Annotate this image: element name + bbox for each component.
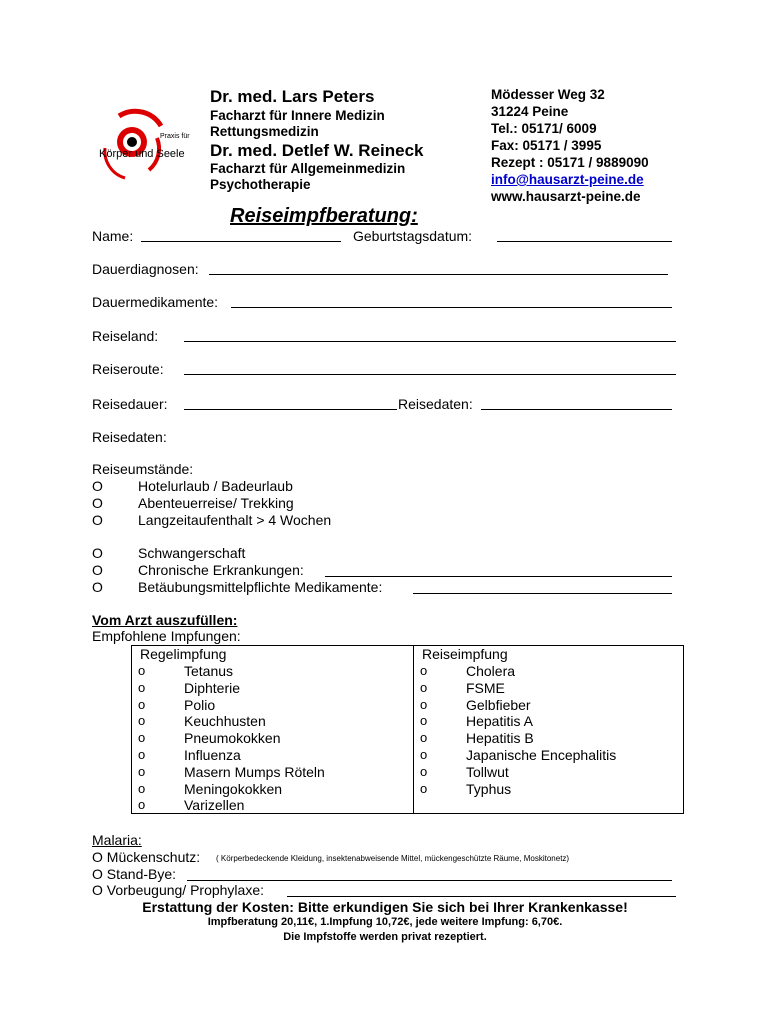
diagnoses-label: Dauerdiagnosen: xyxy=(92,261,199,277)
vaccine-checkbox[interactable]: o xyxy=(420,780,428,796)
vaccine-checkbox[interactable]: o xyxy=(138,746,146,762)
address-city: 31224 Peine xyxy=(491,104,569,119)
logo-main-text: Körper und Seele xyxy=(99,148,185,160)
option-hotel: Hotelurlaub / Badeurlaub xyxy=(138,478,293,494)
option-longstay: Langzeitaufenthalt > 4 Wochen xyxy=(138,512,332,528)
practice-logo xyxy=(95,108,205,188)
pricing-info: Impfberatung 20,11€, 1.Impfung 10,72€, jede weitere Impfung: 6,70€. xyxy=(207,916,563,928)
standby-label[interactable]: O Stand-Bye: xyxy=(92,866,177,882)
vaccine-label: Hepatitis A xyxy=(466,713,533,730)
vaccine-label: Keuchhusten xyxy=(184,713,266,730)
travel-vaccine-row[interactable] xyxy=(414,747,684,764)
vaccine-checkbox[interactable]: o xyxy=(138,663,146,678)
country-field[interactable] xyxy=(184,341,676,342)
travel-vaccine-row[interactable] xyxy=(414,713,684,730)
route-field[interactable] xyxy=(184,374,676,375)
regular-vaccine-row[interactable] xyxy=(132,747,413,764)
option-checkbox[interactable]: O xyxy=(92,562,103,578)
address-rezept: Rezept : 05171 / 9889090 xyxy=(491,155,649,170)
vaccine-label: Tetanus xyxy=(184,663,234,679)
birthdate-label: Geburtstagsdatum: xyxy=(353,228,473,244)
option-checkbox[interactable]: O xyxy=(92,478,103,494)
option-checkbox[interactable]: O xyxy=(92,495,103,511)
mosquito-protection-label[interactable]: O Mückenschutz: xyxy=(92,849,201,865)
dates-inline-field[interactable] xyxy=(481,409,672,410)
route-label: Reiseroute: xyxy=(92,361,164,377)
medication-field[interactable] xyxy=(231,307,672,308)
travel-vaccine-row[interactable] xyxy=(414,764,684,781)
vaccine-label: Pneumokokken xyxy=(184,730,281,747)
vaccine-checkbox[interactable]: o xyxy=(420,679,428,695)
prescription-note: Die Impfstoffe werden privat rezeptiert. xyxy=(283,931,487,943)
vaccine-checkbox[interactable]: o xyxy=(138,763,146,779)
travel-vaccine-row[interactable] xyxy=(414,781,684,798)
travel-vaccine-row[interactable] xyxy=(414,680,684,697)
medication-label: Dauermedikamente: xyxy=(92,294,219,310)
name-label: Name: xyxy=(92,228,134,244)
doctor1-specialty: Facharzt für Innere Medizin xyxy=(210,108,385,123)
regular-vaccine-row[interactable] xyxy=(132,713,413,730)
vaccine-label: Varizellen xyxy=(184,797,245,814)
travel-vaccination-column xyxy=(414,646,684,797)
chronic-field[interactable] xyxy=(325,576,672,577)
option-pregnancy: Schwangerschaft xyxy=(138,545,246,561)
vaccine-checkbox[interactable]: o xyxy=(420,663,428,678)
vaccine-checkbox[interactable]: o xyxy=(420,763,428,779)
birthdate-field[interactable] xyxy=(497,241,672,242)
dates-label: Reisedaten: xyxy=(92,429,167,445)
vaccine-label: Meningokokken xyxy=(184,780,283,797)
option-checkbox[interactable]: O xyxy=(92,512,103,528)
vaccine-checkbox[interactable]: o xyxy=(420,730,428,746)
doctor-section-heading: Vom Arzt auszufüllen: xyxy=(92,612,238,628)
regular-vaccine-row[interactable] xyxy=(132,781,413,798)
regular-vaccination-column xyxy=(132,646,413,814)
option-checkbox[interactable]: O xyxy=(92,545,103,561)
dates-inline-label: Reisedaten: xyxy=(398,396,473,412)
vaccine-label: Influenza xyxy=(184,746,241,763)
vaccine-label: Typhus xyxy=(466,780,512,797)
regular-vaccine-row[interactable] xyxy=(132,764,413,781)
circumstances-heading: Reiseumstände: xyxy=(92,461,194,477)
standby-field[interactable] xyxy=(187,880,672,881)
email-link[interactable]: info@hausarzt-peine.de xyxy=(491,172,644,187)
page-title: Reiseimpfberatung: xyxy=(230,205,418,227)
vaccine-label: Hepatitis B xyxy=(466,730,534,747)
vaccine-checkbox[interactable]: o xyxy=(420,696,428,712)
doctor2-specialty: Facharzt für Allgemeinmedizin xyxy=(210,161,406,176)
vaccine-checkbox[interactable]: o xyxy=(138,797,146,813)
duration-label: Reisedauer: xyxy=(92,396,168,412)
option-narcotics: Betäubungsmittelpflichte Medikamente: xyxy=(138,579,383,595)
vaccine-checkbox[interactable]: o xyxy=(138,679,146,695)
regular-vaccine-row[interactable] xyxy=(132,797,413,814)
address-web: www.hausarzt-peine.de xyxy=(491,189,641,204)
regular-vaccine-row[interactable] xyxy=(132,663,413,680)
vaccine-label: Tollwut xyxy=(466,763,509,780)
prophylaxis-field[interactable] xyxy=(287,896,676,897)
doctor1-name: Dr. med. Lars Peters xyxy=(210,87,375,106)
vaccine-label: Gelbfieber xyxy=(466,696,531,713)
prophylaxis-label[interactable]: O Vorbeugung/ Prophylaxe: xyxy=(92,882,265,898)
regular-vaccine-row[interactable] xyxy=(132,697,413,714)
travel-vaccine-row[interactable] xyxy=(414,730,684,747)
vaccine-checkbox[interactable]: o xyxy=(138,696,146,712)
option-checkbox[interactable]: O xyxy=(92,579,103,595)
regular-vaccine-row[interactable] xyxy=(132,680,413,697)
doctor2-specialty2: Psychotherapie xyxy=(210,177,311,192)
vaccine-label: Japanische Encephalitis xyxy=(466,746,617,763)
vaccine-checkbox[interactable]: o xyxy=(420,713,428,729)
name-field[interactable] xyxy=(141,241,341,242)
vaccine-checkbox[interactable]: o xyxy=(138,780,146,796)
cost-reimbursement-note: Erstattung der Kosten: Bitte erkundigen Sie sich bei Ihrer Krankenkasse! xyxy=(142,899,628,915)
doctor1-specialty2: Rettungsmedizin xyxy=(210,124,319,139)
vaccine-checkbox[interactable]: o xyxy=(138,730,146,746)
logo-small-text: Praxis für xyxy=(160,133,190,140)
recommended-vaccinations-label: Empfohlene Impfungen: xyxy=(92,628,241,644)
country-label: Reiseland: xyxy=(92,328,159,344)
address-street: Mödesser Weg 32 xyxy=(491,87,605,102)
vaccine-checkbox[interactable]: o xyxy=(420,746,428,762)
travel-vaccine-row[interactable] xyxy=(414,663,684,680)
diagnoses-field[interactable] xyxy=(209,274,668,275)
regular-vaccine-row[interactable] xyxy=(132,730,413,747)
vaccine-label: Cholera xyxy=(466,663,516,679)
mosquito-note: ( Körperbedeckende Kleidung, insektenabweisende Mittel, mückengeschützte Räume, Moskitonetz) xyxy=(216,854,570,863)
vaccine-label: Masern Mumps Röteln xyxy=(184,763,325,780)
option-chronic: Chronische Erkrankungen: xyxy=(138,562,304,578)
vaccine-label: FSME xyxy=(466,679,505,696)
address-block xyxy=(491,86,649,205)
malaria-heading: Malaria: xyxy=(92,832,142,848)
address-fax: Fax: 05171 / 3995 xyxy=(491,138,602,153)
vaccine-label: Polio xyxy=(184,696,216,713)
vaccine-label: Diphterie xyxy=(184,679,241,696)
regular-header: Regelimpfung xyxy=(140,646,227,662)
travel-vaccine-row[interactable] xyxy=(414,697,684,714)
doctor2-name: Dr. med. Detlef W. Reineck xyxy=(210,141,424,160)
narcotics-field[interactable] xyxy=(413,593,672,594)
option-adventure: Abenteuerreise/ Trekking xyxy=(138,495,294,511)
vaccine-checkbox[interactable]: o xyxy=(138,713,146,729)
vaccination-table xyxy=(131,645,684,814)
duration-field[interactable] xyxy=(184,409,397,410)
travel-header: Reiseimpfung xyxy=(422,646,508,662)
address-tel: Tel.: 05171/ 6009 xyxy=(491,121,597,136)
